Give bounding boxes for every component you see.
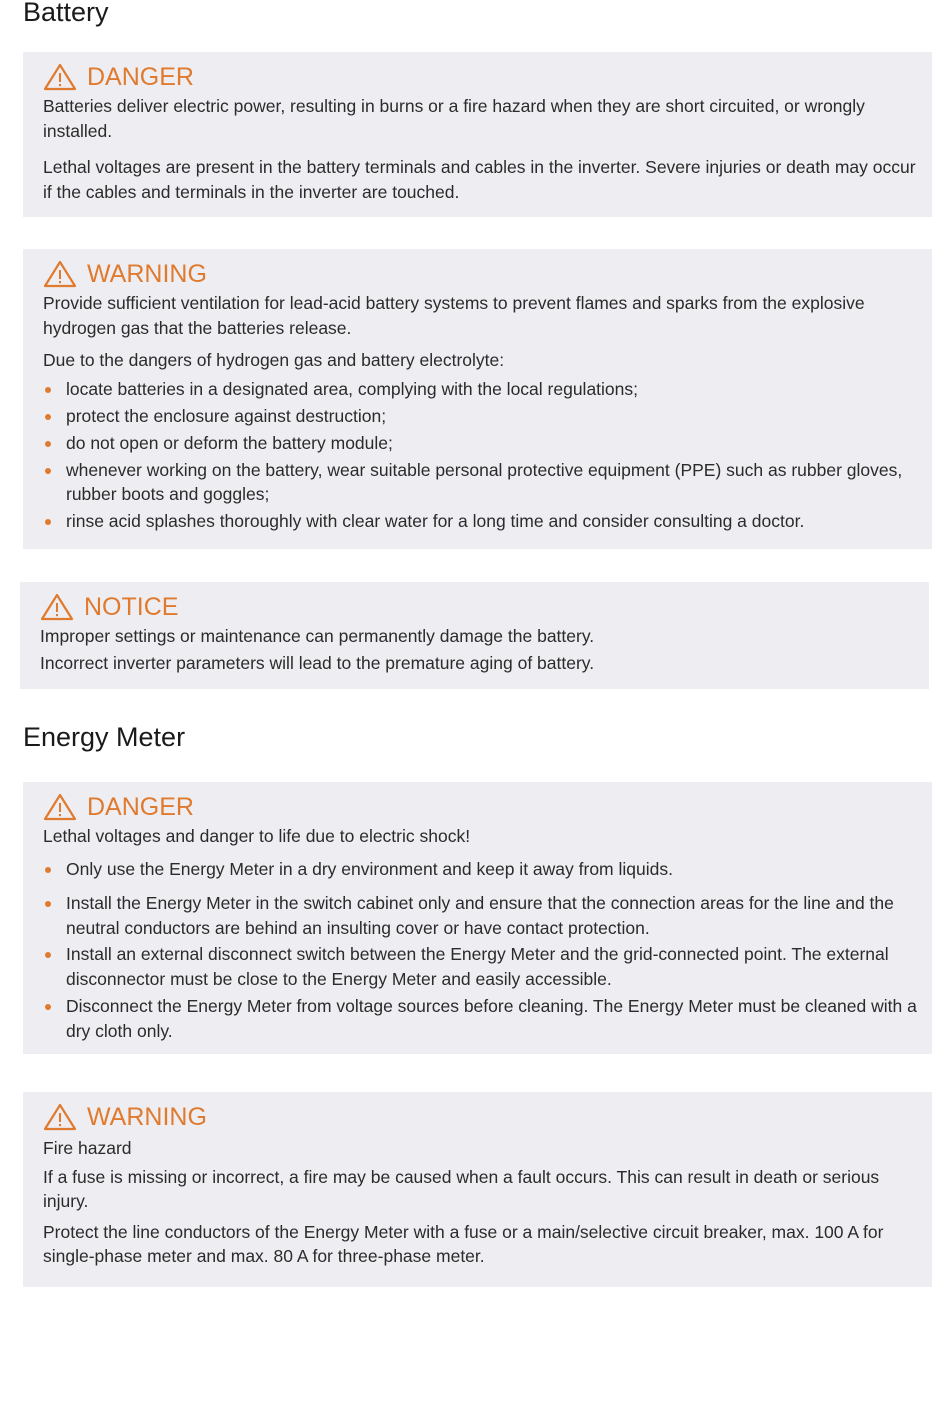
list-item: Disconnect the Energy Meter from voltage sources before cleaning. The Energy Meter must be cleaned with a dry cloth only.: [43, 994, 926, 1043]
danger-box-energy-meter: [23, 782, 932, 1054]
warning-label: WARNING: [87, 260, 207, 288]
list-item: rinse acid splashes thoroughly with clear water for a long time and consider consulting a doctor.: [43, 509, 926, 534]
danger-box-battery: [23, 52, 932, 217]
warning-triangle-icon: [40, 593, 74, 621]
list-item: locate batteries in a designated area, complying with the local regulations;: [43, 377, 926, 402]
warning-header: [43, 1102, 926, 1132]
warning-label: WARNING: [87, 1103, 207, 1131]
danger-header: [43, 792, 926, 822]
notice-text-2: Incorrect inverter parameters will lead to the premature aging of battery.: [40, 652, 595, 673]
section-title-battery: Battery: [23, 0, 109, 27]
warning-triangle-icon: [43, 1103, 77, 1131]
list-item: Only use the Energy Meter in a dry environment and keep it away from liquids.: [43, 857, 926, 882]
warning-text-1: If a fuse is missing or incorrect, a fire may be caused when a fault occurs. This can result in death or serious injury.: [43, 1166, 880, 1211]
danger-label: DANGER: [87, 63, 194, 91]
danger-header: [43, 62, 926, 92]
warning-triangle-icon: [43, 63, 77, 91]
warning-text-2: Due to the dangers of hydrogen gas and battery electrolyte:: [43, 350, 505, 370]
list-item: Install the Energy Meter in the switch cabinet only and ensure that the connection areas for the line and the neutral conductors are behind an insulting cover or have contact protection.: [43, 891, 926, 940]
list-item: protect the enclosure against destruction;: [43, 404, 926, 429]
warning-list: [43, 377, 926, 534]
danger-text-1: Lethal voltages and danger to life due to electric shock!: [43, 826, 471, 846]
list-item: do not open or deform the battery module;: [43, 431, 926, 456]
section-title-energy-meter: Energy Meter: [23, 722, 186, 752]
warning-triangle-icon: [43, 793, 77, 821]
notice-box-battery: [20, 582, 929, 689]
warning-box-energy-meter: [23, 1092, 932, 1287]
list-item: Install an external disconnect switch between the Energy Meter and the grid-connected point. The external disconnector must be close to the Energy Meter and easily accessible.: [43, 942, 926, 991]
list-item: whenever working on the battery, wear suitable personal protective equipment (PPE) such as rubber gloves, rubber boots and goggles;: [43, 458, 926, 507]
warning-text-1: Provide sufficient ventilation for lead-acid battery systems to prevent flames and sparks from the explosive hydrogen gas that the batteries release.: [43, 293, 865, 338]
notice-header: [40, 592, 923, 622]
danger-list: [43, 857, 926, 1044]
warning-header: [43, 259, 926, 289]
notice-label: NOTICE: [84, 593, 179, 621]
warning-triangle-icon: [43, 260, 77, 288]
danger-text-1: Batteries deliver electric power, resulting in burns or a fire hazard when they are short circuited, or wrongly installed.: [43, 96, 865, 141]
warning-subtitle: Fire hazard: [43, 1138, 132, 1158]
danger-label: DANGER: [87, 793, 194, 821]
warning-box-battery: [23, 249, 932, 549]
notice-text-1: Improper settings or maintenance can permanently damage the battery.: [40, 626, 595, 646]
warning-text-2: Protect the line conductors of the Energy Meter with a fuse or a main/selective circuit breaker, max. 100 A for single-phase meter and max. 80 A for three-phase meter.: [43, 1221, 884, 1266]
danger-text-2: Lethal voltages are present in the battery terminals and cables in the inverter. Severe injuries or death may occur if the cables and terminals in the inverter are touched.: [43, 157, 916, 202]
